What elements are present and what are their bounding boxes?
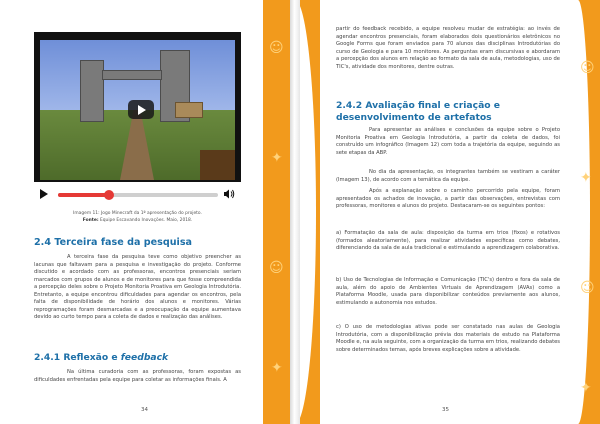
image-caption [34,211,241,224]
decorative-figure-icon: ☺ [580,280,595,296]
book-spine [290,0,300,424]
decorative-figure-icon: ✦ [580,380,592,396]
subsection-heading-2-4-1 [34,352,168,364]
subsection-heading-feedback: feedback [120,352,169,363]
video-progress-handle[interactable] [104,190,114,200]
subsection-heading-prefix: 2.4.1 Reflexão e [34,352,121,363]
decorative-figure-icon: ✦ [271,150,283,166]
minecraft-tower-left [80,60,104,122]
list-item-a-classroom-format: a) Formatação da sala de aula: disposição da turma em trios (fixos) e rotativos (formados aleatoriamente), para realizar atividades específicas como debates, diferenciando da sala de aula tradicional e estimulando a aprendizagem colaborativa. [336,230,560,251]
decorative-curve [300,0,316,424]
section-heading-2-4: 2.4 Terceira fase da pesquisa [34,237,193,248]
left-page [0,0,290,424]
video-player[interactable] [34,32,241,207]
minecraft-sign [175,102,203,118]
page-number-left: 34 [141,407,148,413]
section-heading-2-4-2: 2.4.2 Avaliação final e criação e desenvolvimento de artefatos [336,100,501,123]
page-number-right: 35 [442,407,449,413]
caption-source-line [34,218,241,225]
video-progress-bar[interactable] [58,193,218,197]
caption-image-line: Imagem 11: Jogo Minecraft da 1ª apresentação do projeto. [73,211,202,216]
volume-icon[interactable] [223,188,235,200]
list-item-b-tics: b) Uso de Tecnologias de Informação e Comunicação (TIC's) dentro e fora da sala de aula, além do apoio de Ambientes Virtuais de Aprendizagem (AVAs) como a Plataforma Moodle, usada para disponibilizar conteúdos previamente aos alunos, estimulando a autonomia nos estudos. [336,277,560,306]
minecraft-bridge [102,70,162,80]
minecraft-rail-track [120,110,154,180]
decorative-figure-icon: ☺ [580,60,595,76]
decorative-figure-icon: ✦ [580,170,592,186]
caption-source-text: Equipe Escavando Inovações. Maio, 2018. [99,217,193,223]
play-overlay-button[interactable] [128,100,154,119]
paragraph-infographic: Para apresentar as análises e conclusões da equipe sobre o Projeto Monitoria Proativa em Geologia Introdutória, a partir da coleta de dados, foi construído um infográfico (Imagem 12) com toda a trajetória da equipe, seguindo as sete etapas da ABP. [336,127,560,156]
minecraft-block [200,150,235,180]
right-page [300,0,600,424]
play-icon[interactable] [40,189,48,199]
video-progress-fill [58,193,109,197]
paragraph-third-phase: A terceira fase da pesquisa teve como objetivo preencher as lacunas que faltavam para a pesquisa e investigação do projeto. Conforme discutido e acordado com as professoras, encontros presenciais seriam marcados com grupos de alunos e de monitores para que fosse compreendida a percepção deles sobre o Projeto Monitoria Proativa em Geologia Introdutória. Entretanto, a equipe encontrou dificuldades para agendar os encontros, pela falta de disponibilidade de horário dos alunos e monitores. Várias reprogramações foram desmarcadas e a preocupação da equipe aumentava devido ao curto tempo para a coleta de dados e realização das análises. [34,254,241,320]
list-item-c-active-methodologies: c) O uso de metodologias ativas pode ser constatado nas aulas de Geologia Introdutória, com a disponibilização prévia dos materiais de estudo na Plataforma Moodle e, na aula seguinte, com a organização da turma em trios, realizando debates sobre determinados temas, após breves explicações sobre a atividade. [336,324,560,353]
decorative-figure-icon: ✦ [271,360,283,376]
paragraph-presentation-day: No dia da apresentação, os integrantes também se vestiram a caráter (Imagem 13), de acordo com a temática da equipe. [336,169,560,183]
decorative-orange-border-inner [300,0,320,424]
video-controls [34,182,241,207]
caption-source-label: Fonte: [82,217,99,223]
paragraph-feedback-strategy: partir do feedback recebido, a equipe resolveu mudar de estratégia: ao invés de agendar encontros presenciais, foram elaborados dois questionários eletrônicos no Google Forms que foram enviados para 70 alunos das disciplinas Introdutórias do curso de Geologia e para 10 monitores. As perguntas eram discursivas e abordaram a percepção dos alunos em relação ao formato da sala de aula, metodologias, uso de TIC's, atividade dos monitores, dentre outras. [336,26,560,70]
decorative-orange-border-left [263,0,290,424]
decorative-figure-icon: ☺ [269,40,284,56]
paragraph-innovation-findings: Após a explanação sobre o caminho percorrido pela equipe, foram apresentados os achados de inovação, a partir das observações, entrevistas com professoras, monitores e alunos do projeto. Destacaram-se os seguintes pontos: [336,188,560,209]
decorative-figure-icon: ☺ [269,260,284,276]
video-frame-minecraft-scene[interactable] [40,40,235,180]
decorative-orange-border-right [566,0,600,424]
paragraph-last-curation: Na última curadoria com as professoras, foram expostas as dificuldades enfrentadas pela equipe para coletar as informações finais. A [34,369,241,383]
